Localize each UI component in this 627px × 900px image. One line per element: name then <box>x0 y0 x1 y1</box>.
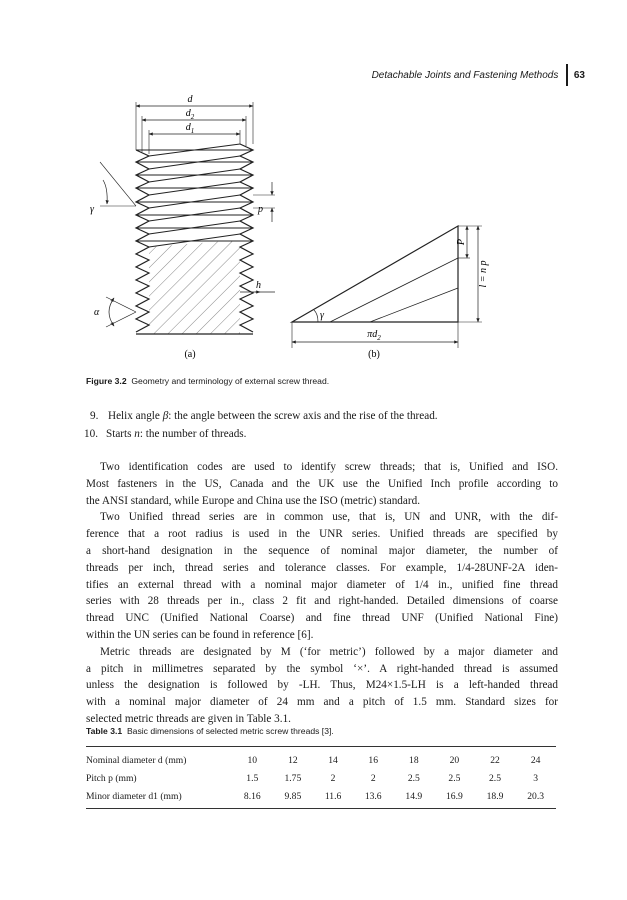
figure-caption <box>86 376 329 386</box>
helix-lines <box>136 144 253 247</box>
label-gamma-left: γ <box>90 204 94 215</box>
table-caption-label: Table 3.1 <box>86 726 123 736</box>
label-h: h <box>256 280 261 291</box>
list-item: 9. Helix angle β: the angle between the screw axis and the rise of the thread. <box>90 410 438 422</box>
label-p: p <box>258 204 263 215</box>
screw-thread-figure <box>70 92 550 364</box>
label-panel-b: (b) <box>368 349 380 360</box>
panel-a-thread <box>100 102 275 334</box>
label-l-np: l = n p <box>478 260 489 288</box>
metric-thread-table <box>86 746 556 809</box>
paragraph-metric: Metric threads are designated by M (‘for metric’) followed by a major diameter and a pitch in millimetres separated by the symbol ‘×’. A right-handed thread is assumed unless the designation is followed by -LH. Thus, M24×1.5-LH is a left-handed thread with a nominal major diameter of 24 mm and a pitch of 1.5 mm. Standard sizes for selected metric threads are given in Table 3.1. <box>86 645 558 725</box>
page-number: 63 <box>573 69 585 81</box>
table-caption-text: Basic dimensions of selected metric screw threads [3]. <box>126 726 334 736</box>
label-gamma-right: γ <box>320 310 324 321</box>
table-row: Minor diameter d1 (mm) 8.16 9.85 11.6 13.6 14.9 16.9 18.9 20.3 <box>86 791 545 802</box>
label-P: P <box>456 238 467 246</box>
right-thread-profile <box>240 144 253 332</box>
label-d: d <box>187 94 193 105</box>
hatched-core-section <box>149 240 240 334</box>
list-item: 10. Starts n: the number of threads. <box>84 428 247 440</box>
running-head-divider <box>566 64 568 86</box>
label-panel-a: (a) <box>184 349 196 360</box>
table-row: Pitch p (mm) 1.5 1.75 2 2 2.5 2.5 2.5 3 <box>86 773 539 784</box>
running-head <box>372 64 585 86</box>
body-text <box>86 459 558 728</box>
label-pi-d2: $\pi d_2$ <box>367 329 381 342</box>
figure-caption-label: Figure 3.2 <box>86 376 127 386</box>
figure-caption-text: Geometry and terminology of external screw thread. <box>131 376 330 386</box>
table-row: Nominal diameter d (mm) 10 12 14 16 18 20 22 24 <box>86 755 541 766</box>
running-head-title: Detachable Joints and Fastening Methods <box>371 69 559 81</box>
helix-triangle <box>292 226 458 322</box>
paragraph-unified: Two Unified thread series are in common use, that is, UN and UNR, with the dif- ference that a root radius is used in the UNR series. Unified threads are specified by a short-hand designation in the sequence of nominal major diameter, the number of threads per inch, thread series and tolerance classes. For example, 1/4-28UNF-2A iden- tifies an external thread with a nominal major diameter of 1/4 in., unified fine thread series with 28 threads per in., class 2 fit and right-handed. Detailed dimensions of coarse thread UNC (Unified National Coarse) and fine thread UNF (Unified National Fine) within the UN series can be found in reference [6]. <box>86 511 558 641</box>
label-d2: $d_2$ <box>185 108 195 121</box>
label-d1: $d_1$ <box>185 122 195 135</box>
label-alpha: α <box>94 307 100 318</box>
panel-b-triangle <box>292 226 482 348</box>
table-caption <box>86 726 334 736</box>
paragraph-codes: Two identification codes are used to identify screw threads; that is, Unified and ISO. Most fasteners in the US, Canada and the UK use the Unified Inch profile according to the ANSI standard, while Europe and China use the ISO (metric) standard. <box>86 461 558 507</box>
